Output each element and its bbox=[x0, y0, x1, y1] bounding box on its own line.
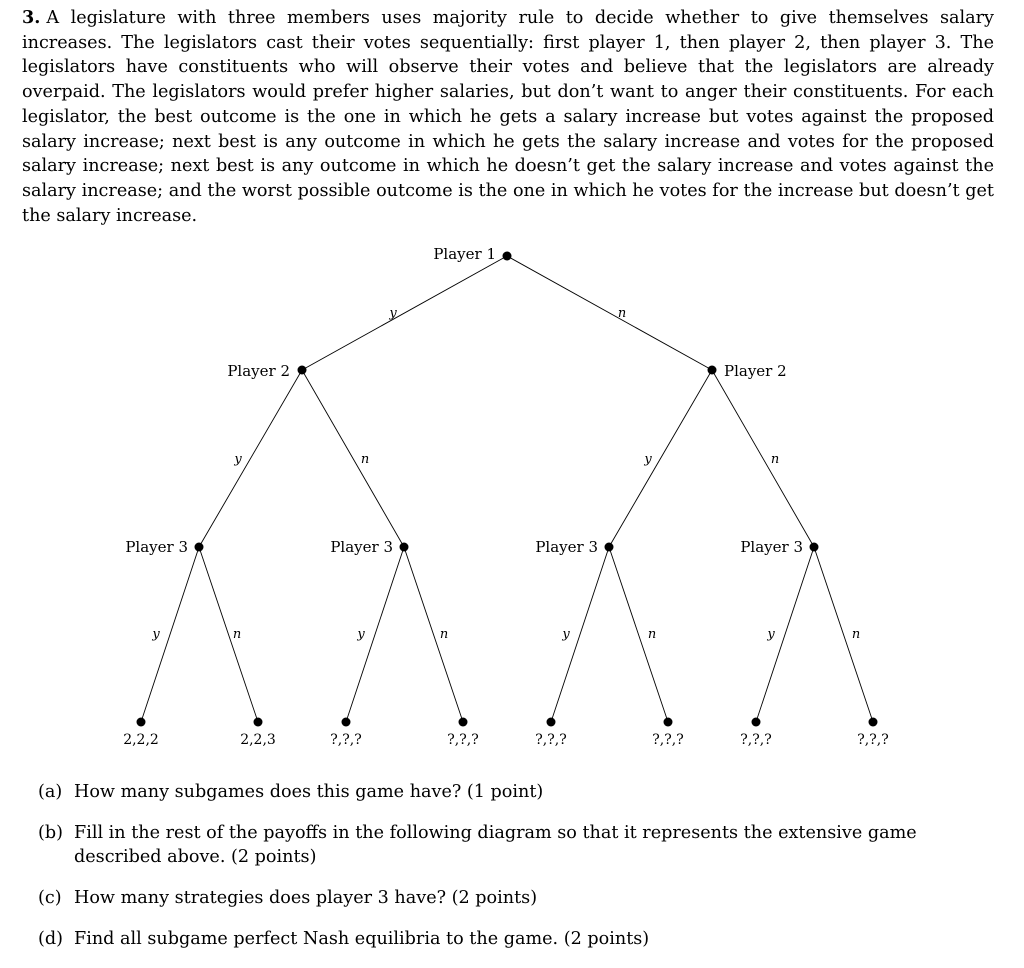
action-p2r-y: y bbox=[644, 452, 652, 467]
question-label: (c) bbox=[38, 888, 62, 908]
label-player1: Player 1 bbox=[433, 245, 496, 263]
node-player1 bbox=[503, 252, 512, 261]
edge-p3d-y bbox=[756, 547, 814, 722]
question-text: Fill in the rest of the payoffs in the following diagram so that it represents the extensive game described above. (2 points) bbox=[74, 823, 917, 867]
action-p1-n: n bbox=[617, 306, 627, 321]
action-p2l-n: n bbox=[360, 452, 370, 467]
payoff-8: ?,?,? bbox=[857, 732, 889, 748]
terminal-node-2 bbox=[254, 718, 263, 727]
edge-p2l-n bbox=[302, 370, 404, 547]
edge-p2l-y bbox=[199, 370, 302, 547]
question-text: Find all subgame perfect Nash equilibria to the game. (2 points) bbox=[74, 929, 650, 949]
action-p2r-n: n bbox=[770, 452, 780, 467]
question-b bbox=[38, 821, 998, 869]
question-list bbox=[38, 780, 998, 968]
edge-p2r-y bbox=[609, 370, 712, 547]
tree-edges bbox=[141, 256, 873, 722]
question-text: How many subgames does this game have? (1 point) bbox=[74, 782, 544, 802]
action-p3a-n: n bbox=[232, 627, 242, 642]
label-player2-right: Player 2 bbox=[724, 362, 787, 380]
terminal-node-1 bbox=[137, 718, 146, 727]
terminal-node-5 bbox=[547, 718, 556, 727]
node-player2-left bbox=[298, 366, 307, 375]
payoff-7: ?,?,? bbox=[740, 732, 772, 748]
action-p1-y: y bbox=[389, 306, 397, 321]
node-player2-right bbox=[708, 366, 717, 375]
terminal-node-6 bbox=[664, 718, 673, 727]
edge-p3c-n bbox=[609, 547, 668, 722]
terminal-node-3 bbox=[342, 718, 351, 727]
terminal-node-7 bbox=[752, 718, 761, 727]
edge-p3b-n bbox=[404, 547, 463, 722]
question-text: How many strategies does player 3 have? (2 points) bbox=[74, 888, 538, 908]
action-p3d-n: n bbox=[851, 627, 861, 642]
edge-p3a-y bbox=[141, 547, 199, 722]
payoff-1: 2,2,2 bbox=[123, 732, 159, 748]
edge-p3a-n bbox=[199, 547, 258, 722]
action-p3d-y: y bbox=[767, 627, 775, 642]
tree-nodes bbox=[137, 252, 878, 727]
question-a bbox=[38, 780, 998, 804]
question-d bbox=[38, 927, 998, 951]
node-player3-b bbox=[400, 543, 409, 552]
payoff-5: ?,?,? bbox=[535, 732, 567, 748]
action-p3c-n: n bbox=[647, 627, 657, 642]
edge-p3d-n bbox=[814, 547, 873, 722]
payoff-3: ?,?,? bbox=[330, 732, 362, 748]
node-player3-c bbox=[605, 543, 614, 552]
label-player2-left: Player 2 bbox=[227, 362, 290, 380]
node-player3-d bbox=[810, 543, 819, 552]
label-player3-c: Player 3 bbox=[535, 538, 598, 556]
terminal-node-8 bbox=[869, 718, 878, 727]
action-p3b-y: y bbox=[357, 627, 365, 642]
question-label: (b) bbox=[38, 823, 63, 843]
question-c bbox=[38, 886, 998, 910]
edge-p2r-n bbox=[712, 370, 814, 547]
action-p3b-n: n bbox=[439, 627, 449, 642]
payoff-6: ?,?,? bbox=[652, 732, 684, 748]
edge-p3b-y bbox=[346, 547, 404, 722]
payoff-2: 2,2,3 bbox=[240, 732, 276, 748]
problem-number: 3. bbox=[22, 7, 41, 28]
edge-p1-y bbox=[302, 256, 507, 370]
problem-text: A legislature with three members uses majority rule to decide whether to give themselves salary increases. The legislators cast their votes sequentially: first player 1, then player 2, then player 3. The legislators have constituents who will observe their votes and believe that the legislators are already overpaid. The legislators would prefer higher salaries, but don’t want to anger their constituents. For each legislator, the best outcome is the one in which he gets a salary increase but votes against the proposed salary increase; next best is any outcome in which he gets the salary increase and votes for the proposed salary increase; next best is any outcome in which he doesn’t get the salary increase and votes against the salary increase; and the worst possible outcome is the one in which he votes for the increase but doesn’t get the salary increase. bbox=[22, 8, 994, 226]
action-p3c-y: y bbox=[562, 627, 570, 642]
question-label: (d) bbox=[38, 929, 63, 949]
edge-p1-n bbox=[507, 256, 712, 370]
node-player3-a bbox=[195, 543, 204, 552]
edge-p3c-y bbox=[551, 547, 609, 722]
label-player3-a: Player 3 bbox=[125, 538, 188, 556]
payoff-4: ?,?,? bbox=[447, 732, 479, 748]
action-p2l-y: y bbox=[234, 452, 242, 467]
question-label: (a) bbox=[38, 782, 63, 802]
label-player3-b: Player 3 bbox=[330, 538, 393, 556]
action-p3a-y: y bbox=[152, 627, 160, 642]
label-player3-d: Player 3 bbox=[740, 538, 803, 556]
terminal-node-4 bbox=[459, 718, 468, 727]
